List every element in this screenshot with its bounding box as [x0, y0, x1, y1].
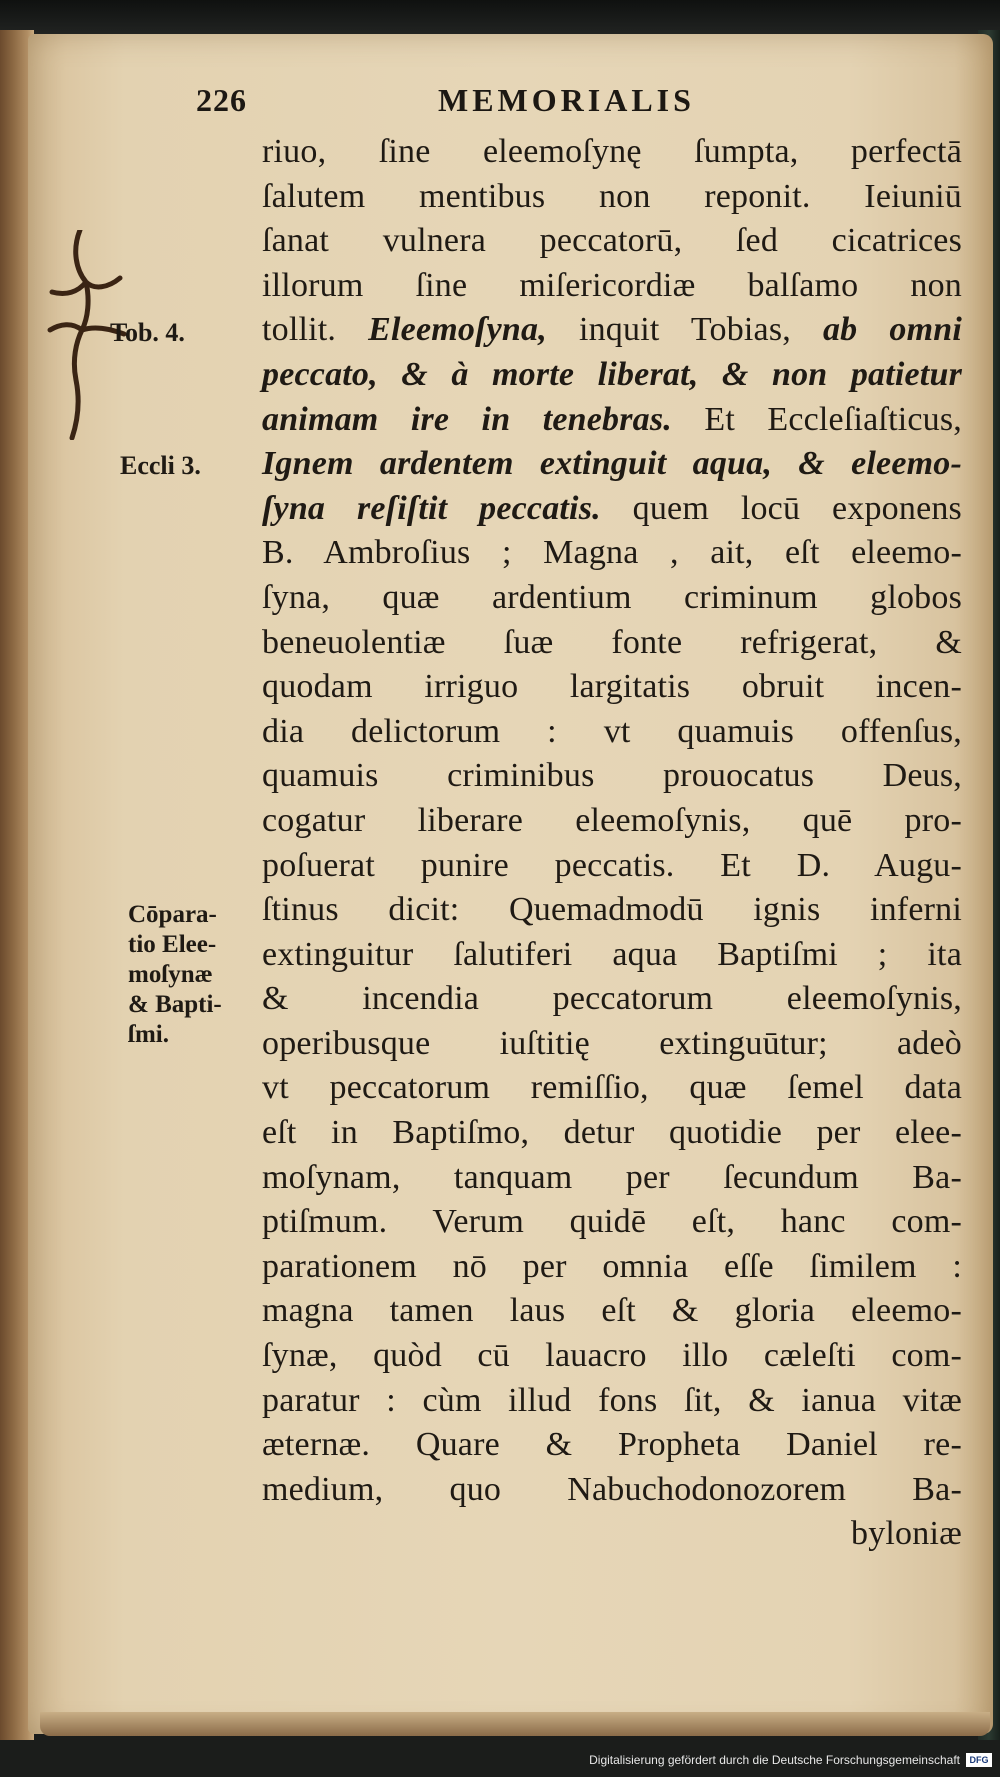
- italic-quote: Eleemoſyna,: [368, 311, 547, 349]
- margin-note-comparatio: [128, 900, 258, 1050]
- text-line: [262, 353, 962, 398]
- text-line: quodam irriguo largitatis obruit incen-: [262, 668, 962, 706]
- margin-note-line: ſmi.: [128, 1021, 169, 1048]
- text-line: ſalutem mentibus non reponit. Ieiuniū: [262, 177, 962, 215]
- text-line: illorum ſine miſericordiæ balſamo non: [262, 266, 962, 304]
- page-header: [0, 80, 1000, 124]
- margin-note-tob: Tob. 4.: [110, 318, 185, 347]
- text-line: animam ire in tenebras. Et Eccleſiaſticus,: [262, 400, 962, 438]
- text-line: ptiſmum. Verum quidē eſt, hanc com-: [262, 1203, 962, 1241]
- text-line: eſt in Baptiſmo, detur quotidie per elee-: [262, 1114, 962, 1152]
- text-line: B. Ambroſius ; Magna , ait, eſt eleemo-: [262, 534, 962, 572]
- text-line: byloniæ: [851, 1515, 962, 1553]
- running-head: MEMORIALIS: [438, 82, 695, 118]
- text-line: ſtinus dicit: Quemadmodū ignis inferni: [262, 891, 962, 929]
- italic-quote: ſyna reſiſtit peccatis.: [262, 489, 601, 527]
- text-line: operibusque iuſtitię extinguūtur; adeò: [262, 1024, 962, 1062]
- margin-note-line: Cōpara-: [128, 901, 217, 928]
- text-line: & incendia peccatorum eleemoſynis,: [262, 980, 962, 1018]
- digitization-credit: Digitalisierung gefördert durch die Deutsche Forschungsgemeinschaft: [589, 1753, 960, 1767]
- text-line: extinguitur ſalutiferi aqua Baptiſmi ; ita: [262, 935, 962, 973]
- margin-note-line: tio Elee-: [128, 931, 217, 958]
- text-line: cogatur liberare eleemoſynis, quē pro-: [262, 801, 962, 839]
- dfg-logo: DFG: [966, 1753, 992, 1767]
- text-line: parationem nō per omnia eſſe ſimilem :: [262, 1247, 962, 1285]
- italic-quote: animam ire in tenebras.: [262, 400, 672, 438]
- text-line: poſuerat punire peccatis. Et D. Augu-: [262, 846, 962, 884]
- text-line: medium, quo Nabuchodonozorem Ba-: [262, 1470, 962, 1508]
- margin-note-line: & Bapti-: [128, 991, 222, 1018]
- text-line: ſyna, quæ ardentium criminum globos: [262, 578, 962, 616]
- text-line: æternæ. Quare & Propheta Daniel re-: [262, 1426, 962, 1464]
- text-line: ſynæ, quòd cū lauacro illo cæleſti com-: [262, 1337, 962, 1375]
- text-line: vt peccatorum remiſſio, quæ ſemel data: [262, 1069, 962, 1107]
- text-line: beneuolentiæ ſuæ fonte refrigerat, &: [262, 623, 962, 661]
- text-line: dia delictorum : vt quamuis offenſus,: [262, 712, 962, 750]
- text-line: ſyna reſiſtit peccatis. quem locū exponens: [262, 489, 962, 527]
- margin-note-line: moſynæ: [128, 961, 213, 988]
- scan-footer: [0, 1747, 1000, 1777]
- text-line: magna tamen laus eſt & gloria eleemo-: [262, 1292, 962, 1330]
- text-line: ſanat vulnera peccatorū, ſed cicatrices: [262, 222, 962, 260]
- text-line: tollit. Eleemoſyna, inquit Tobias, ab omni: [262, 311, 963, 349]
- page-edge: [40, 1712, 990, 1736]
- italic-quote: peccato, & à morte liberat, & non patietur: [262, 355, 962, 393]
- text-line: [262, 442, 962, 487]
- text-line: quamuis criminibus prouocatus Deus,: [262, 757, 962, 795]
- text-line: riuo, ſine eleemoſynę ſumpta, perfectā: [262, 133, 962, 170]
- italic-quote: Ignem ardentem extinguit aqua, & eleemo-: [262, 445, 962, 483]
- text-line: moſynam, tanquam per ſecundum Ba-: [262, 1158, 962, 1196]
- body-text: [262, 130, 962, 1557]
- italic-quote: ab omni: [822, 311, 963, 349]
- text-line: paratur : cùm illud fons ſit, & ianua vitæ: [262, 1381, 962, 1419]
- page-number: 226: [196, 82, 247, 118]
- margin-note-eccli: Eccli 3.: [120, 451, 201, 480]
